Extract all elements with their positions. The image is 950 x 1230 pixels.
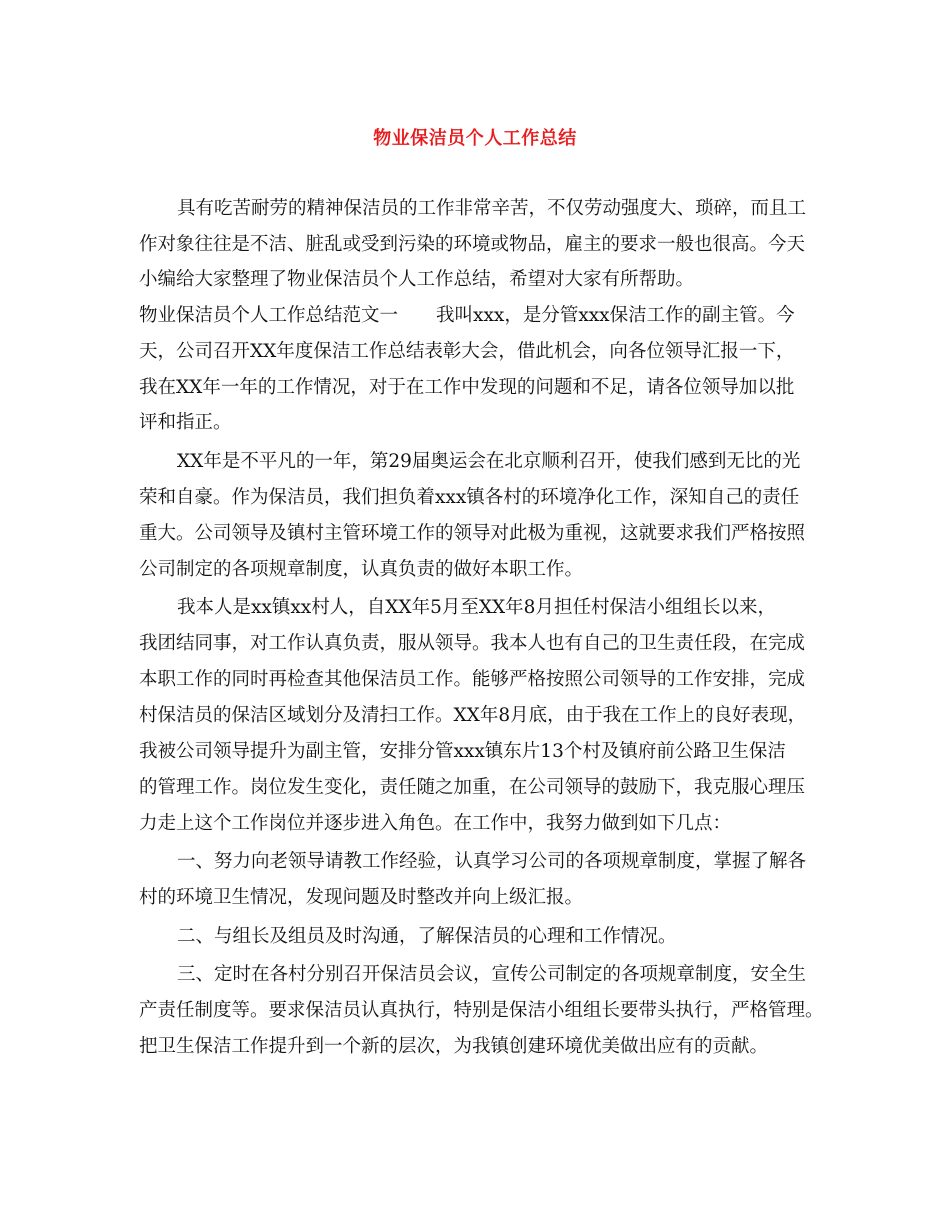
body-line: 我团结同事，对工作认真负责，服从领导。我本人也有自己的卫生责任段，在完成 [139,633,806,654]
section-heading: 物业保洁员个人工作总结范文一 [139,305,399,326]
document-title: 物业保洁员个人工作总结 [373,128,577,149]
body-line: 三、定时在各村分别召开保洁员会议，宣传公司制定的各项规章制度，安全生 [177,964,807,985]
body-line: 我被公司领导提升为副主管，安排分管xxx镇东片13个村及镇府前公路卫生保洁 [139,741,786,762]
body-line: 我本人是xx镇xx村人，自XX年5月至XX年8月担任村保洁小组组长以来， [177,597,776,618]
body-line: 把卫生保洁工作提升到一个新的层次，为我镇创建环境优美做出应有的贡献。 [139,1036,769,1057]
body-line: 的管理工作。岗位发生变化，责任随之加重，在公司领导的鼓励下，我克服心理压 [139,777,806,798]
body-line: 天，公司召开XX年度保洁工作总结表彰大会，借此机会，向各位领导汇报一下， [139,341,795,362]
body-line: 小编给大家整理了物业保洁员个人工作总结，希望对大家有所帮助。 [139,269,695,290]
body-line: 产责任制度等。要求保洁员认真执行，特别是保洁小组组长要带头执行，严格管理。 [139,1000,824,1021]
body-line: 力走上这个工作岗位并逐步进入角色。在工作中，我努力做到如下几点： [139,813,732,834]
body-line: 重大。公司领导及镇村主管环境工作的领导对此极为重视，这就要求我们严格按照 [139,523,806,544]
body-line: 公司制定的各项规章制度，认真负责的做好本职工作。 [139,559,584,580]
body-line: 作对象往往是不洁、脏乱或受到污染的环境或物品，雇主的要求一般也很高。今天 [139,234,806,255]
body-line: 二、与组长及组员及时沟通，了解保洁员的心理和工作情况。 [177,926,677,947]
body-line: XX年是不平凡的一年，第29届奥运会在北京顺利召开，使我们感到无比的光 [177,451,801,472]
body-line [139,304,795,328]
body-line: 具有吃苦耐劳的精神保洁员的工作非常辛苦，不仅劳动强度大、琐碎，而且工 [177,198,807,219]
body-line: 村保洁员的保洁区域划分及清扫工作。XX年8月底，由于我在工作上的良好表现， [139,705,807,726]
body-line: 一、努力向老领导请教工作经验，认真学习公司的各项规章制度，掌握了解各 [177,851,807,872]
body-line: 评和指正。 [139,412,232,433]
body-line: 本职工作的同时再检查其他保洁员工作。能够严格按照公司领导的工作安排，完成 [139,669,806,690]
body-text: 我叫xxx，是分管xxx保洁工作的副主管。今 [436,305,795,326]
body-line: 我在XX年一年的工作情况，对于在工作中发现的问题和不足，请各位领导加以批 [139,377,795,398]
body-line: 荣和自豪。作为保洁员，我们担负着xxx镇各村的环境净化工作，深知自己的责任 [139,487,800,508]
body-line: 村的环境卫生情况，发现问题及时整改并向上级汇报。 [139,887,584,908]
